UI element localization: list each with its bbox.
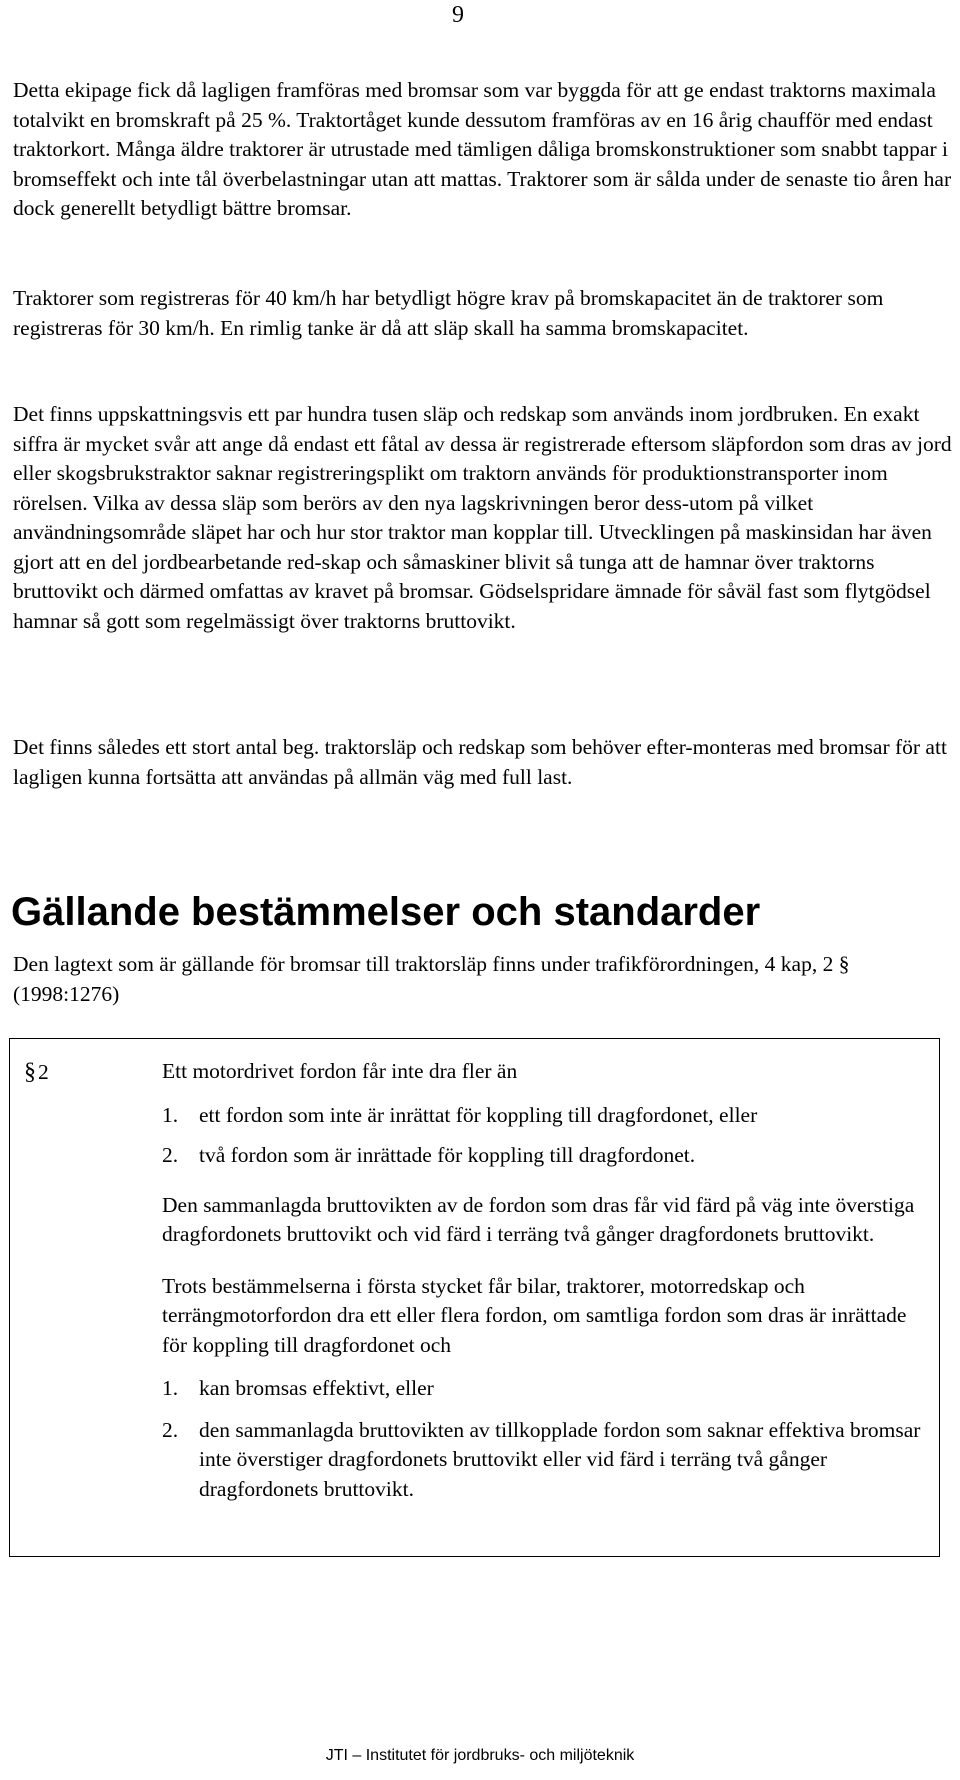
law-text-box <box>9 1038 940 1557</box>
paragraph-text: Traktorer som registreras för 40 km/h har betydligt högre krav på bromskapacitet än de traktorer som registreras för 30 km/h. En rimlig tanke är då att släp skall ha samma bromskapacitet. <box>13 286 884 340</box>
list-item-number: 2. <box>162 1417 179 1442</box>
list-item-number: 2. <box>162 1143 179 1167</box>
law-paragraph-weight: Den sammanlagda bruttovikten av de fordon som dras får vid färd på väg inte överstiga dragfordonets bruttovikt och vid färd i terräng två gånger dragfordonets bruttovikt. <box>162 1192 915 1246</box>
page-footer: JTI – Institutet för jordbruks- och miljöteknik <box>325 1747 635 1764</box>
list-item <box>162 1141 932 1171</box>
law-list-vehicles <box>162 1101 932 1171</box>
paragraph-text: Det finns således ett stort antal beg. traktorsläp och redskap som behöver efter-monteras med bromsar för att lagligen kunna fortsätta att användas på allmän väg med full last. <box>13 735 947 789</box>
list-item-text: ett fordon som inte är inrättat för koppling till dragfordonet, eller <box>199 1102 758 1127</box>
list-item-text: två fordon som är inrättade för koppling till dragfordonet. <box>199 1143 696 1167</box>
intro-text: Den lagtext som är gällande för bromsar till traktorsläp finns under trafikförordningen, 4 kap, 2 § (1998:1276) <box>13 952 850 1006</box>
law-lead: Ett motordrivet fordon får inte dra fler än <box>162 1059 518 1083</box>
list-item-number: 1. <box>162 1376 179 1400</box>
list-item-number: 1. <box>162 1102 179 1127</box>
paragraph-trailer-count <box>13 400 953 636</box>
law-content <box>162 1057 932 1504</box>
section-sign-symbol: § <box>24 1059 36 1085</box>
law-paragraph-exception: Trots bestämmelserna i första stycket får bilar, traktorer, motorredskap och terrängmotorfordon dra ett eller flera fordon, om samtliga fordon som dras är inrättade för koppling till dragfordonet och <box>162 1273 907 1357</box>
section-heading: Gällande bestämmelser och standarder <box>11 890 761 934</box>
list-item-text: kan bromsas effektivt, eller <box>199 1376 434 1400</box>
list-item <box>162 1374 932 1404</box>
list-item <box>162 1101 932 1131</box>
list-item-text: den sammanlagda bruttovikten av tillkopplade fordon som saknar effektiva bromsar inte överstiger dragfordonets bruttovikt eller vid färd i terräng två gånger dragfordonets bruttovikt. <box>199 1417 921 1501</box>
section-intro <box>13 950 953 1009</box>
paragraph-text: Detta ekipage fick då lagligen framföras med bromsar som var byggda för att ge endast traktorns maximala totalvikt en bromskraft på 25 %. Traktortåget kunde dessutom framföras av en 16 årig chaufför med endast traktorkort. Många äldre traktorer är utrustade med tämligen dåliga bromskonstruktioner som snabbt tappar i bromseffekt och inte tål överbelastningar utan att mattas. Traktorer som är sålda under de senaste tio åren har dock generellt betydligt bättre bromsar. <box>13 78 952 220</box>
paragraph-retrofit <box>13 733 953 792</box>
paragraph-registration-speed <box>13 284 953 343</box>
section-number: 2 <box>38 1060 49 1084</box>
paragraph-tractor-brakes <box>13 76 953 224</box>
list-item <box>162 1416 932 1505</box>
law-list-conditions <box>162 1374 932 1504</box>
paragraph-text: Det finns uppskattningsvis ett par hundra tusen släp och redskap som används inom jordbruken. En exakt siffra är mycket svår att ange då endast ett fåtal av dessa är registrerade eftersom släpfordon som dras av jord eller skogsbrukstraktor saknar registreringsplikt om traktorn används för produktionstransporter inom rörelsen. Vilka av dessa släp som berörs av den nya lagskrivningen beror dess-utom på vilket användningsområde släpet har och hur stor traktor man kopplar till. Utvecklingen på maskinsidan har även gjort att en del jordbearbetande red-skap och såmaskiner blivit så tunga att de hamnar över traktorns bruttovikt och därmed omfattas av kravet på bromsar. Gödselspridare ämnade för såväl fast som flytgödsel hamnar så gott som regelmässigt över traktorns bruttovikt. <box>13 402 952 633</box>
page-number: 9 <box>452 2 464 28</box>
